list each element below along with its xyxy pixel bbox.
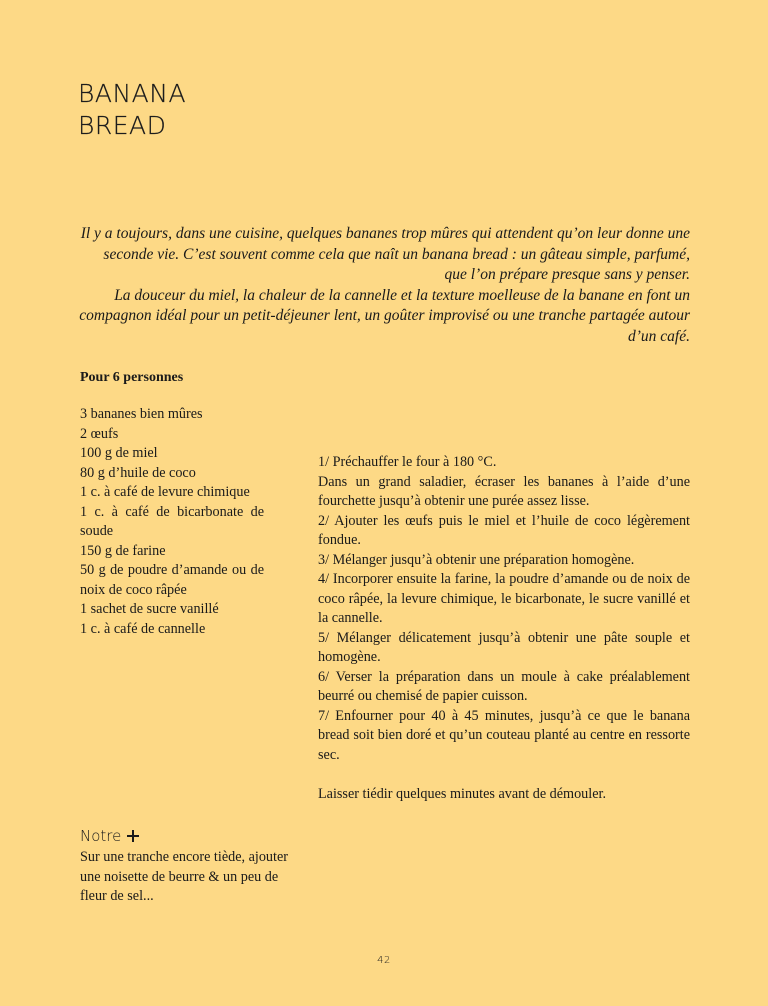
note-heading	[80, 826, 300, 846]
recipe-title-line-1: BANANA	[78, 79, 187, 108]
note-box	[80, 826, 300, 907]
ingredient-item: 1 c. à café de levure chimique	[80, 484, 250, 500]
intro-text	[78, 224, 690, 348]
step-paragraph: 5/ Mélanger délicatement jusqu’à obtenir une pâte souple et homogène.	[318, 629, 690, 665]
closing-instruction: Laisser tiédir quelques minutes avant de démouler.	[318, 785, 607, 802]
page-number: 42	[377, 955, 391, 966]
servings-heading: Pour 6 personnes	[80, 370, 184, 385]
ingredient-item: 50 g de poudre d’amande ou de noix de coco râpée	[80, 562, 264, 598]
intro-paragraph-2: La douceur du miel, la chaleur de la cannelle et la texture moelleuse de la banane en font un compagnon idéal pour un petit-déjeuner lent, un goûter improvisé ou une tranche partagée autour d’un café.	[79, 286, 690, 345]
ingredient-item: 100 g de miel	[80, 445, 158, 461]
step-paragraph: 6/ Verser la préparation dans un moule à cake préalablement beurré ou chemisé de papier cuisson.	[318, 668, 690, 704]
ingredient-item: 80 g d’huile de coco	[80, 464, 196, 481]
ingredient-item: 2 œufs	[80, 425, 119, 442]
recipe-title-line-2: BREAD	[78, 111, 167, 140]
step-paragraph: 2/ Ajouter les œufs puis le miel et l’huile de coco légèrement fondue.	[318, 512, 690, 548]
step-paragraph: 4/ Incorporer ensuite la farine, la poudre d’amande ou de noix de coco râpée, la levure chimique, le bicarbonate, le sucre vanillé et la cannelle.	[318, 571, 690, 626]
step-paragraph: 1/ Préchauffer le four à 180 °C.	[318, 454, 497, 470]
ingredient-item: 1 c. à café de bicarbonate de soude	[80, 503, 264, 539]
step-paragraph: 3/ Mélanger jusqu’à obtenir une préparation homogène.	[318, 551, 635, 568]
ingredients-list	[80, 405, 264, 639]
step-paragraph: Dans un grand saladier, écraser les bananes à l’aide d’une fourchette jusqu’à obtenir une purée assez lisse.	[318, 473, 690, 509]
step-paragraph: 7/ Enfourner pour 40 à 45 minutes, jusqu’à ce que le banana bread soit bien doré et qu’un couteau planté au centre en ressorte sec.	[318, 707, 690, 763]
note-title: Notre	[80, 827, 122, 845]
recipe-title	[78, 78, 186, 142]
intro-paragraph-1: Il y a toujours, dans une cuisine, quelques bananes trop mûres qui attendent qu’on leur donne une seconde vie. C’est souvent comme cela que naît un banana bread : un gâteau simple, parfumé, que l’on prépare presque sans y penser.	[80, 225, 690, 284]
plus-icon	[127, 830, 139, 842]
note-text: Sur une tranche encore tiède, ajouter une noisette de beurre & un peu de fleur de sel...	[80, 849, 288, 904]
ingredient-item: 150 g de farine	[80, 542, 166, 559]
ingredient-item: 3 bananes bien mûres	[80, 406, 203, 422]
preparation-steps	[318, 453, 690, 804]
ingredient-item: 1 sachet de sucre vanillé	[80, 601, 219, 617]
ingredient-item: 1 c. à café de cannelle	[80, 620, 206, 637]
